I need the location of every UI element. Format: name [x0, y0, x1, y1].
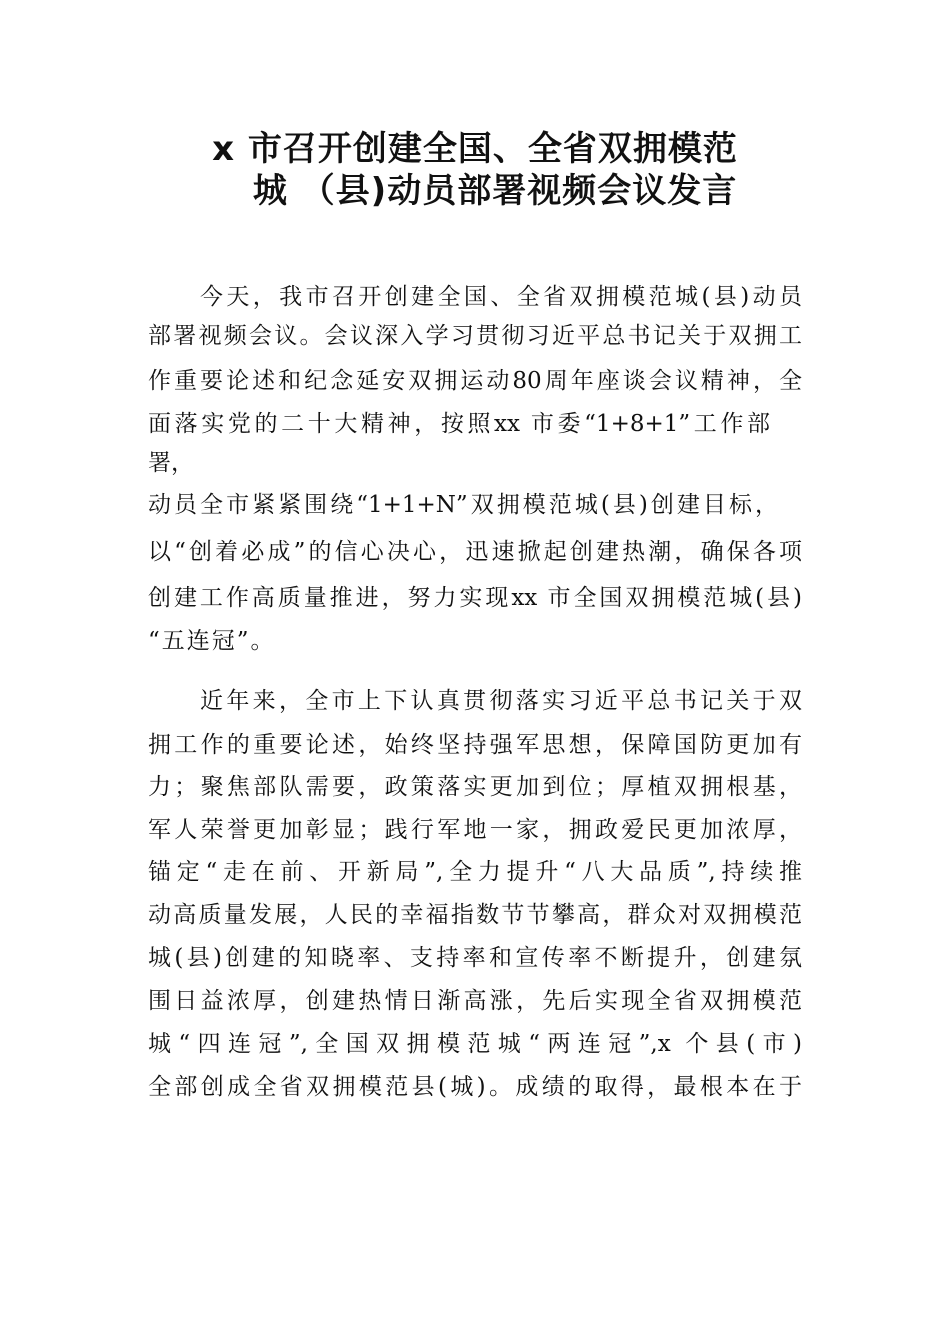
paragraph-1-line-2: 部署视频会议。会议深入学习贯彻习近平总书记关于双拥工	[148, 323, 802, 349]
document-title-line-2: 城 （县)动员部署视频会议发言	[252, 171, 738, 211]
paragraph-2-line-2: 拥工作的重要论述，始终坚持强军思想，保障国防更加有	[148, 732, 802, 758]
paragraph-1-line-6: 动员全市紧紧围绕“1+1+N”双拥模范城(县)创建目标，	[148, 492, 778, 518]
paragraph-1-line-5: 署，	[148, 450, 194, 476]
paragraph-2-line-3: 力；聚焦部队需要，政策落实更加到位；厚植双拥根基，	[148, 774, 802, 800]
paragraph-2-line-9: 城“四连冠”,全国双拥模范城“两连冠”,x 个县(市)	[148, 1031, 802, 1057]
paragraph-2-line-7: 城(县)创建的知晓率、支持率和宣传率不断提升，创建氛	[148, 945, 802, 971]
paragraph-1-line-9: “五连冠”。	[148, 628, 276, 654]
paragraph-2-line-10: 全部创成全省双拥模范县(城)。成绩的取得，最根本在于	[148, 1074, 802, 1100]
paragraph-2-line-5: 锚定“走在前、开新局”,全力提升“八大品质”,持续推	[148, 859, 802, 885]
paragraph-1-line-3: 作重要论述和纪念延安双拥运动80周年座谈会议精神，全	[148, 368, 802, 394]
paragraph-1-line-7: 以“创着必成”的信心决心，迅速掀起创建热潮，确保各项	[148, 539, 802, 565]
paragraph-2-line-6: 动高质量发展，人民的幸福指数节节攀高，群众对双拥模范	[148, 902, 802, 928]
paragraph-2-line-4: 军人荣誉更加彰显；践行军地一家，拥政爱民更加浓厚，	[148, 817, 802, 843]
paragraph-2-line-1: 近年来，全市上下认真贯彻落实习近平总书记关于双	[200, 688, 802, 714]
paragraph-1-line-8: 创建工作高质量推进，努力实现xx 市全国双拥模范城(县)	[148, 585, 802, 611]
paragraph-1-line-4: 面落实党的二十大精神，按照xx 市委“1+8+1”工作部	[148, 411, 770, 437]
paragraph-2-line-8: 围日益浓厚，创建热情日渐高涨，先后实现全省双拥模范	[148, 988, 802, 1014]
paragraph-1-line-1: 今天，我市召开创建全国、全省双拥模范城(县)动员	[200, 284, 802, 310]
document-title-line-1: x 市召开创建全国、全省双拥模范	[212, 129, 738, 169]
